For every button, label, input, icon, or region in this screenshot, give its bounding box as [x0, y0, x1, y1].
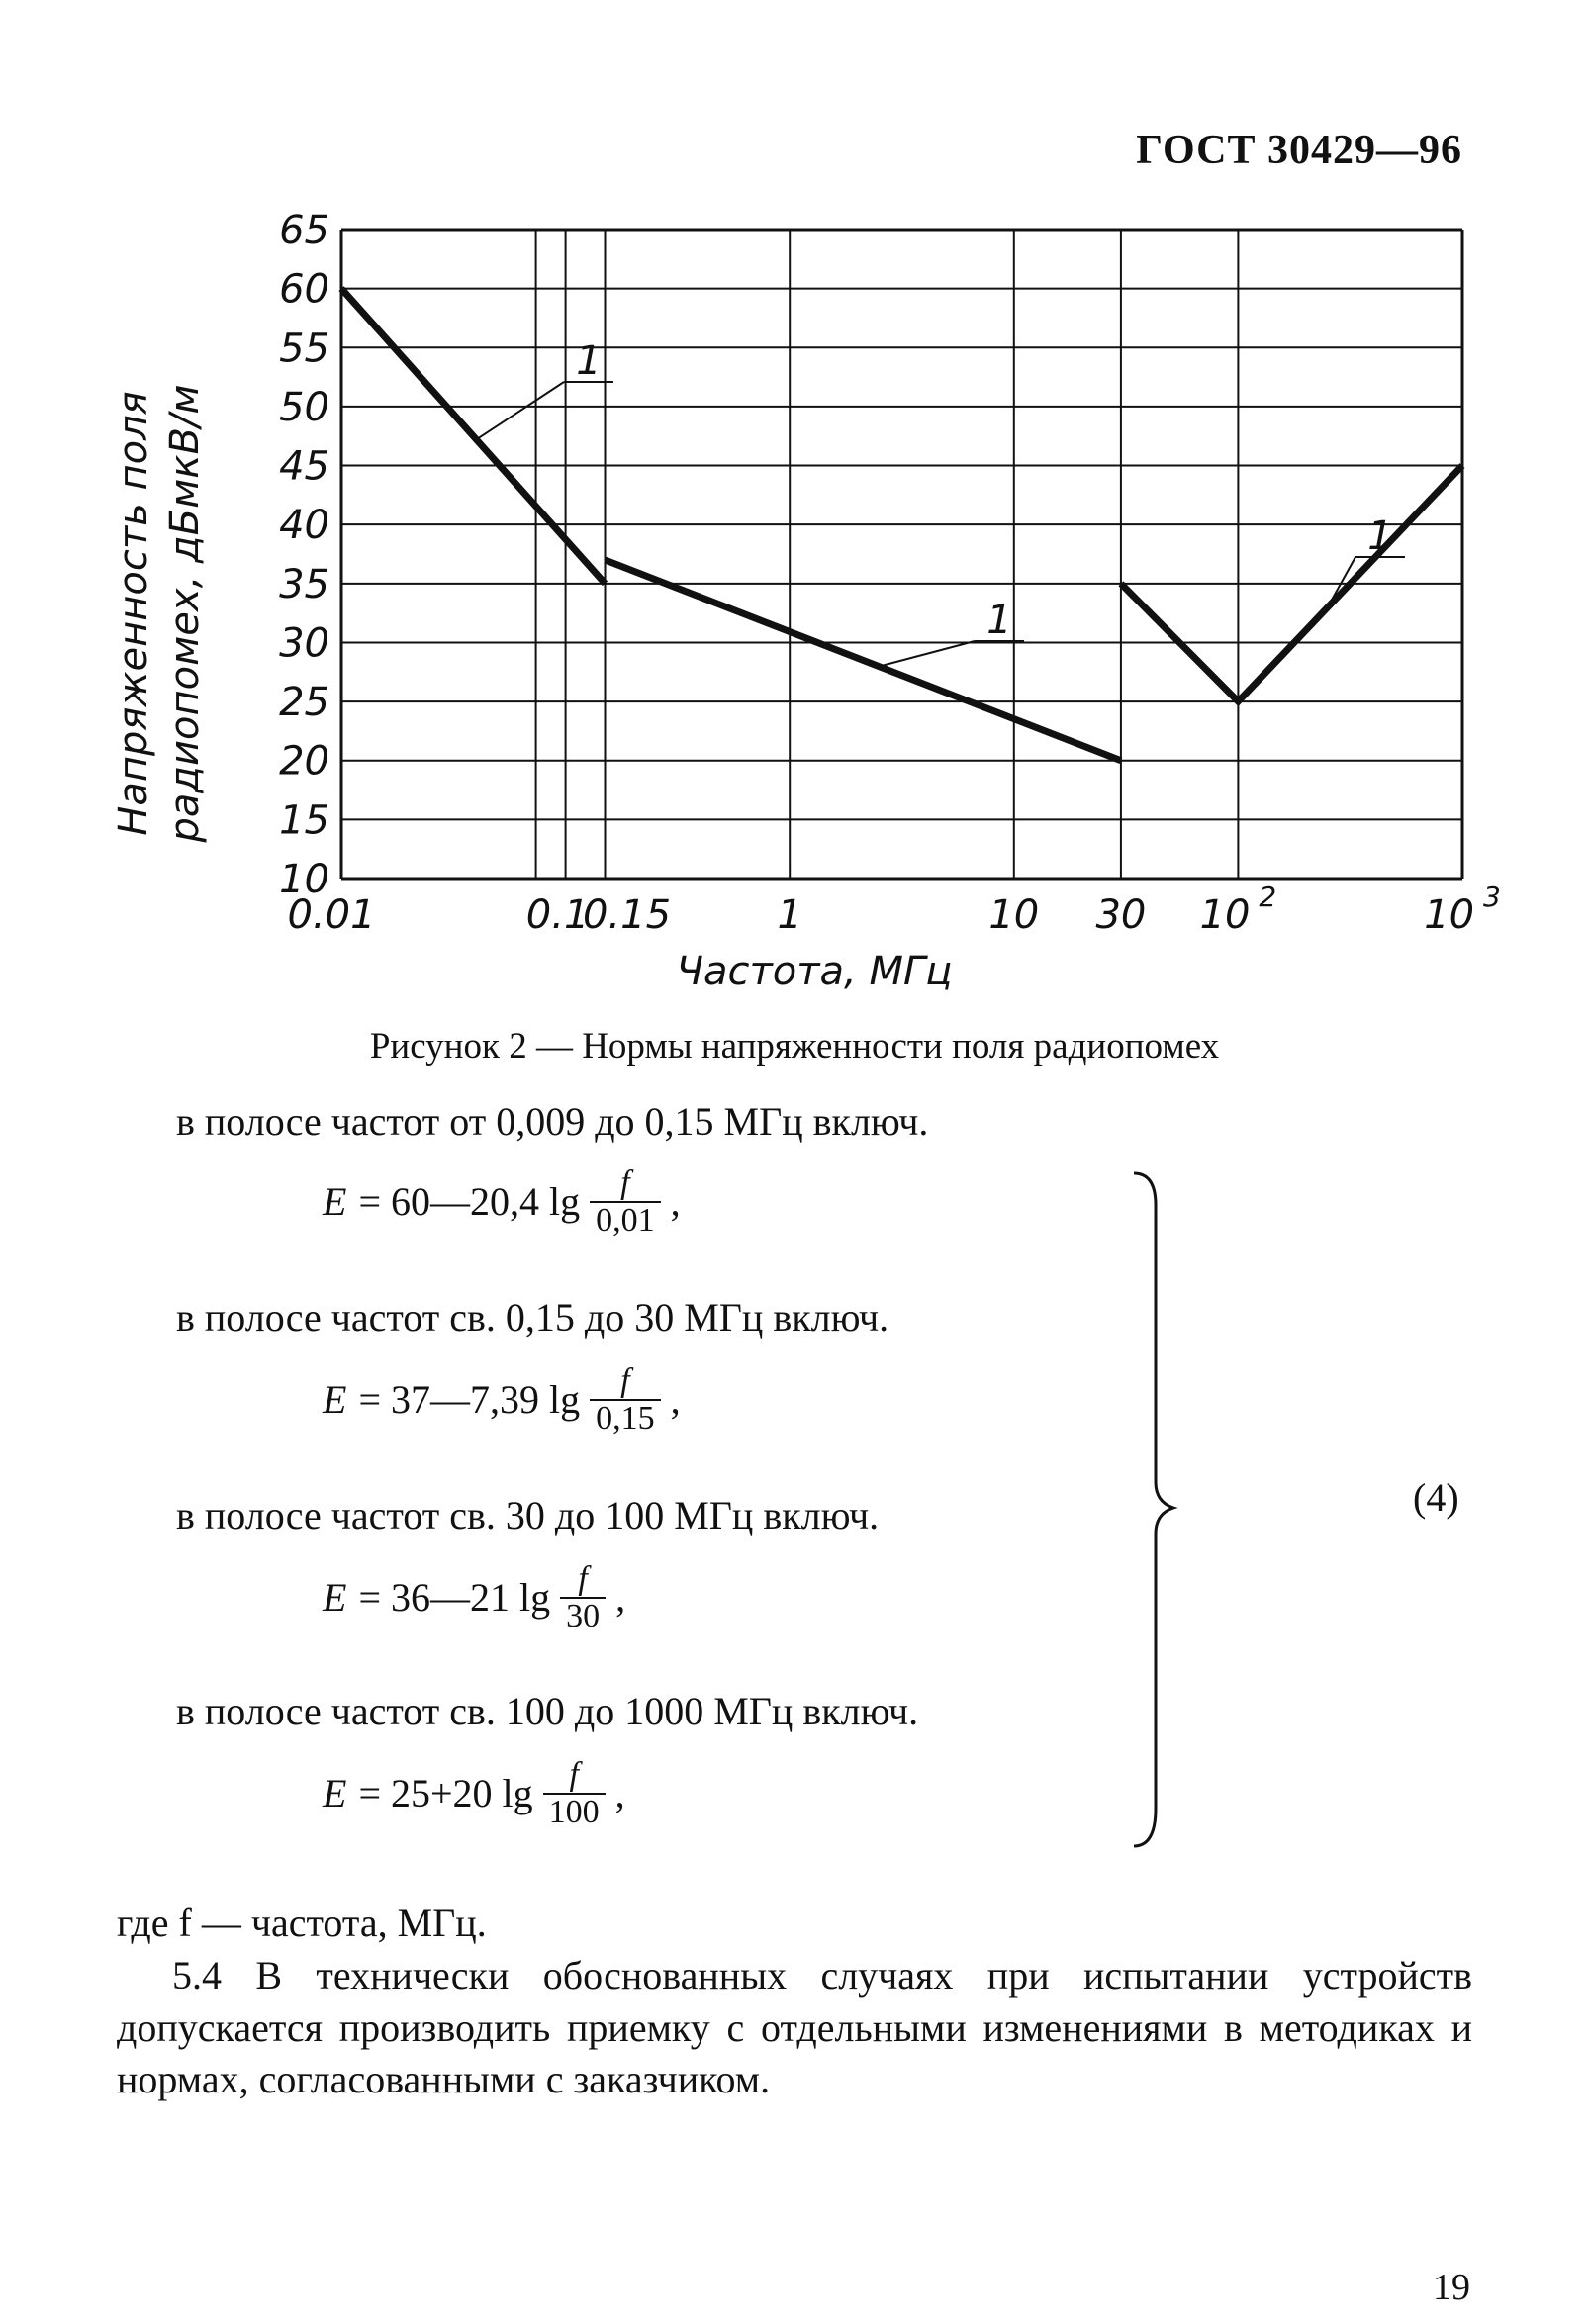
y-tick-label: 45: [279, 443, 329, 490]
x-tick-label: 10 $^3$: [1424, 881, 1501, 938]
chart-grid: [341, 230, 1462, 879]
x-tick-label: 10: [988, 892, 1040, 938]
y-tick-label: 55: [279, 325, 329, 372]
formula-expr: = 60—20,4 lg: [358, 1179, 581, 1225]
x-tick-labels: [287, 881, 1500, 938]
x-tick-label: 0.01: [287, 892, 376, 938]
y-tick-label: 15: [279, 797, 329, 844]
annotation-label: 1: [1367, 513, 1393, 559]
x-tick-label: 10 $^2$: [1199, 881, 1277, 938]
annotation-leader: [879, 641, 975, 667]
x-tick-label: 0.1: [525, 892, 590, 938]
formula-4: E = 25+20 lg $\frac{f}{100}$ ,: [323, 1756, 625, 1830]
figure-caption: Рисунок 2 — Нормы напряженности поля радиопомех: [369, 1026, 1220, 1067]
annotation-label: 1: [576, 338, 602, 384]
equation-number: (4): [1413, 1475, 1459, 1520]
series-line: [606, 560, 1121, 761]
formula-2: E = 37—7,39 lg $\frac{f}{0,15}$ ,: [323, 1362, 681, 1437]
y-tick-label: 10: [279, 857, 329, 902]
band-text-4: в полосе частот св. 100 до 1000 МГц включ.: [176, 1689, 919, 1733]
x-tick-exponent: 3: [1474, 881, 1501, 913]
x-tick-exponent: 2: [1250, 881, 1277, 913]
x-tick-label: 1: [777, 892, 802, 938]
y-tick-label: 35: [279, 561, 329, 607]
emission-limits-chart: [99, 198, 1514, 1009]
formula-brace: [1126, 1165, 1185, 1858]
where-line: где f — частота, МГц.: [117, 1901, 487, 1945]
y-tick-label: 65: [279, 208, 329, 253]
y-tick-label: 25: [279, 680, 329, 726]
y-tick-label: 50: [279, 384, 329, 430]
body-text: [117, 1898, 1472, 2106]
annotation-leader: [476, 382, 564, 439]
series-annotations: [476, 338, 1405, 667]
formula-1: E = 60—20,4 lg $\frac{f}{0,01}$ ,: [323, 1164, 681, 1239]
formula-fraction: $\frac{f}{0,01}$: [590, 1165, 661, 1238]
annotation-label: 1: [986, 598, 1012, 643]
formula-lhs: E: [323, 1179, 347, 1225]
x-tick-label: 30: [1095, 892, 1147, 938]
y-tick-label: 40: [279, 503, 329, 549]
paragraph-5-4: 5.4 В технически обоснованных случаях при испытании устройств допускается производить приемку с отдельными изменениями в методиках и нормах, согласованными с заказчиком.: [117, 1952, 1472, 2102]
y-axis-label-line1: Напряженность поля: [111, 391, 156, 836]
x-tick-label: 0.15: [582, 892, 672, 938]
formula-3: E = 36—21 lg $\frac{f}{30}$ ,: [323, 1560, 626, 1634]
y-tick-label: 30: [279, 620, 329, 667]
x-axis-label: Частота, МГц: [676, 949, 953, 994]
band-text-3: в полосе частот св. 30 до 100 МГц включ.: [176, 1493, 880, 1537]
y-tick-labels: [279, 208, 329, 902]
y-axis-label-line2: радиопомех, дБмкВ/м: [162, 384, 208, 843]
y-tick-label: 60: [279, 266, 329, 313]
document-header: ГОСТ 30429—96: [1136, 128, 1462, 173]
band-text-2: в полосе частот св. 0,15 до 30 МГц включ.: [176, 1295, 889, 1340]
y-tick-label: 20: [279, 738, 329, 785]
band-text-1: в полосе частот от 0,009 до 0,15 МГц включ.: [176, 1099, 929, 1144]
page-number: 19: [1433, 2267, 1470, 2308]
